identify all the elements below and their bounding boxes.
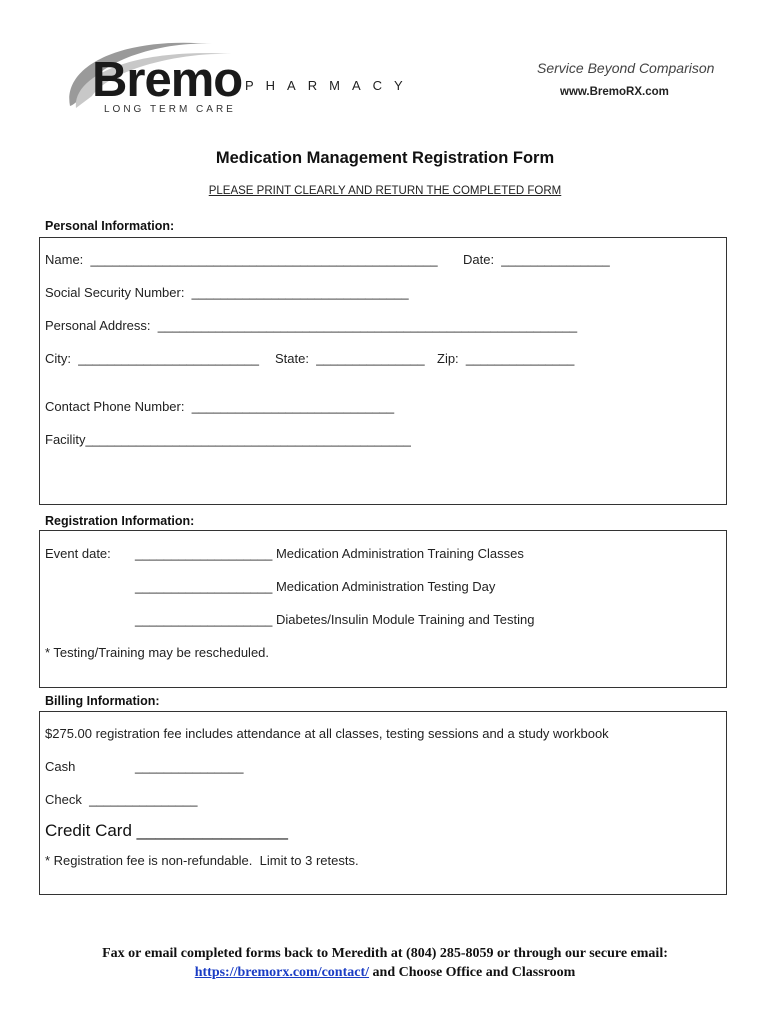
tagline: Service Beyond Comparison	[537, 60, 715, 76]
option-diabetes-module[interactable]: ___________________ Diabetes/Insulin Module Training and Testing	[135, 612, 535, 627]
website-text: www.BremoRX.com	[560, 86, 669, 98]
fee-text: $275.00 registration fee includes attendance at all classes, testing sessions and a study workbook	[45, 726, 609, 741]
date-field[interactable]: Date: _______________	[463, 252, 610, 267]
event-date-label: Event date:	[45, 546, 111, 561]
phone-field[interactable]: Contact Phone Number: ____________________________	[45, 399, 395, 414]
logo-pharmacy-text: PHARMACY	[245, 78, 415, 93]
footer-line2-text: and Choose Office and Classroom	[369, 965, 576, 980]
check-field[interactable]: Check _______________	[45, 792, 198, 807]
registration-note: * Testing/Training may be rescheduled.	[45, 645, 270, 660]
page-subtitle: PLEASE PRINT CLEARLY AND RETURN THE COMPLETED FORM	[208, 185, 562, 197]
option-training-classes[interactable]: ___________________ Medication Administration Training Classes	[135, 546, 524, 561]
contact-link[interactable]: https://bremorx.com/contact/	[194, 965, 370, 980]
logo-subline: LONG TERM CARE	[104, 104, 236, 115]
name-field[interactable]: Name: ________________________________________________	[45, 252, 438, 267]
page-title: Medication Management Registration Form	[215, 149, 555, 167]
logo-wordmark: Bremo	[92, 53, 243, 107]
facility-field[interactable]: Facility_____________________________________________	[45, 432, 411, 447]
city-field[interactable]: City: _________________________	[45, 351, 259, 366]
footer-line2	[0, 965, 770, 981]
address-field[interactable]: Personal Address: __________________________________________________________	[45, 318, 578, 333]
footer-line1: Fax or email completed forms back to Meredith at (804) 285-8059 or through our secure email:	[102, 946, 668, 961]
credit-card-field[interactable]: Credit Card ________________	[45, 821, 288, 840]
cash-label: Cash	[45, 759, 76, 774]
personal-section-box	[39, 237, 727, 505]
billing-section-label: Billing Information:	[45, 694, 160, 708]
personal-section-label: Personal Information:	[45, 219, 175, 233]
zip-field[interactable]: Zip: _______________	[437, 351, 575, 366]
registration-section-label: Registration Information:	[45, 514, 195, 528]
cash-field[interactable]: _______________	[135, 759, 244, 774]
billing-note: * Registration fee is non-refundable. Limit to 3 retests.	[45, 853, 359, 868]
state-field[interactable]: State: _______________	[275, 351, 425, 366]
option-testing-day[interactable]: ___________________ Medication Administration Testing Day	[135, 579, 496, 594]
ssn-field[interactable]: Social Security Number: ______________________________	[45, 285, 409, 300]
